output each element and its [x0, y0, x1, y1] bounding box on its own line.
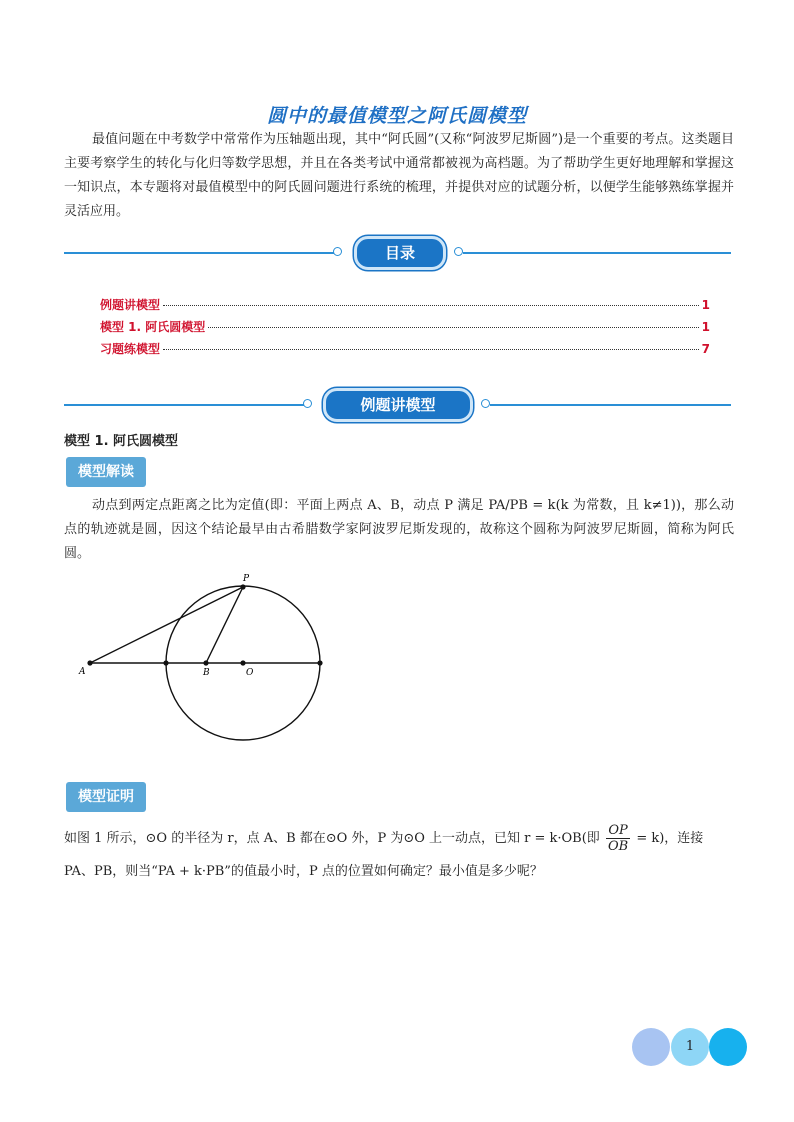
- point-p: [240, 584, 245, 589]
- toc-leader: [163, 349, 699, 350]
- proof-text-1b: = k)，连接: [636, 831, 704, 846]
- model-heading: 模型 1. 阿氏圆模型: [64, 434, 179, 449]
- label-b: B: [203, 668, 210, 678]
- section-heading: 例题讲模型: [323, 388, 473, 422]
- page-circle-left: [632, 1028, 670, 1066]
- point-a: [87, 660, 92, 665]
- divider-right: [463, 252, 731, 254]
- page-number: 1: [671, 1028, 709, 1066]
- label-p: P: [243, 574, 250, 584]
- fraction-denominator: OB: [607, 839, 629, 854]
- label-a: A: [79, 667, 86, 677]
- toc-leader: [208, 327, 698, 328]
- table-of-contents: [100, 296, 710, 362]
- toc-leader: [163, 305, 699, 306]
- divider-dot-right: [454, 247, 463, 256]
- proof-text-2: PA、PB，则当“PA + k·PB”的值最小时，P 点的位置如何确定？最小值是多少呢？: [64, 864, 543, 879]
- proof-paragraph: [64, 822, 734, 888]
- page-circle-right: [709, 1028, 747, 1066]
- interpretation-paragraph: 动点到两定点距离之比为定值(即：平面上两点 A、B，动点 P 满足 PA/PB = k(k 为常数，且 k≠1))，那么动点的轨迹就是圆，因这个结论最早由古希腊数学家阿波罗尼斯发现的，故称这个圆称为阿波罗尼斯圆，简称为阿氏圆。: [64, 498, 734, 561]
- divider-left: [64, 404, 304, 406]
- intro-paragraph: 最值问题在中考数学中常常作为压轴题出现，其中“阿氏圆”(又称“阿波罗尼斯圆”)是一个重要的考点。这类题目主要考察学生的转化与化归等数学思想，并且在各类考试中通常都被视为高档题。为了帮助学生更好地理解和掌握这一知识点，本专题将对最值模型中的阿氏圆问题进行系统的梳理，并提供对应的试题分析，以便学生能够熟练掌握并灵活应用。: [64, 132, 734, 219]
- divider-right: [490, 404, 731, 406]
- interpretation-tag: 模型解读: [66, 457, 146, 487]
- ratio-fraction: [606, 823, 630, 854]
- toc-entry-label: 习题练模型: [100, 342, 161, 356]
- point-right-intersection: [317, 660, 322, 665]
- toc-entry-page: 7: [701, 342, 710, 356]
- toc-entry[interactable]: [100, 296, 710, 318]
- point-left-intersection: [163, 660, 168, 665]
- point-o: [240, 660, 245, 665]
- fraction-numerator: OP: [606, 823, 630, 839]
- divider-dot-right: [481, 399, 490, 408]
- point-b: [203, 660, 208, 665]
- segment-pb: [206, 587, 243, 663]
- apollonius-circle-figure: [70, 570, 340, 750]
- toc-heading: 目录: [354, 236, 446, 270]
- toc-entry-label: 例题讲模型: [100, 298, 161, 312]
- toc-entry-label: 模型 1. 阿氏圆模型: [100, 320, 206, 334]
- proof-text-1a: 如图 1 所示，⊙O 的半径为 r，点 A、B 都在⊙O 外，P 为⊙O 上一动点，已知 r = k·OB(即: [64, 831, 600, 846]
- toc-entry[interactable]: [100, 318, 710, 340]
- proof-tag: 模型证明: [66, 782, 146, 812]
- toc-entry-page: 1: [701, 298, 710, 312]
- divider-dot-left: [333, 247, 342, 256]
- divider-left: [64, 252, 334, 254]
- toc-entry[interactable]: [100, 340, 710, 362]
- label-o: O: [246, 668, 254, 678]
- divider-dot-left: [303, 399, 312, 408]
- page-title: 圆中的最值模型之阿氏圆模型: [266, 105, 527, 127]
- toc-entry-page: 1: [701, 320, 710, 334]
